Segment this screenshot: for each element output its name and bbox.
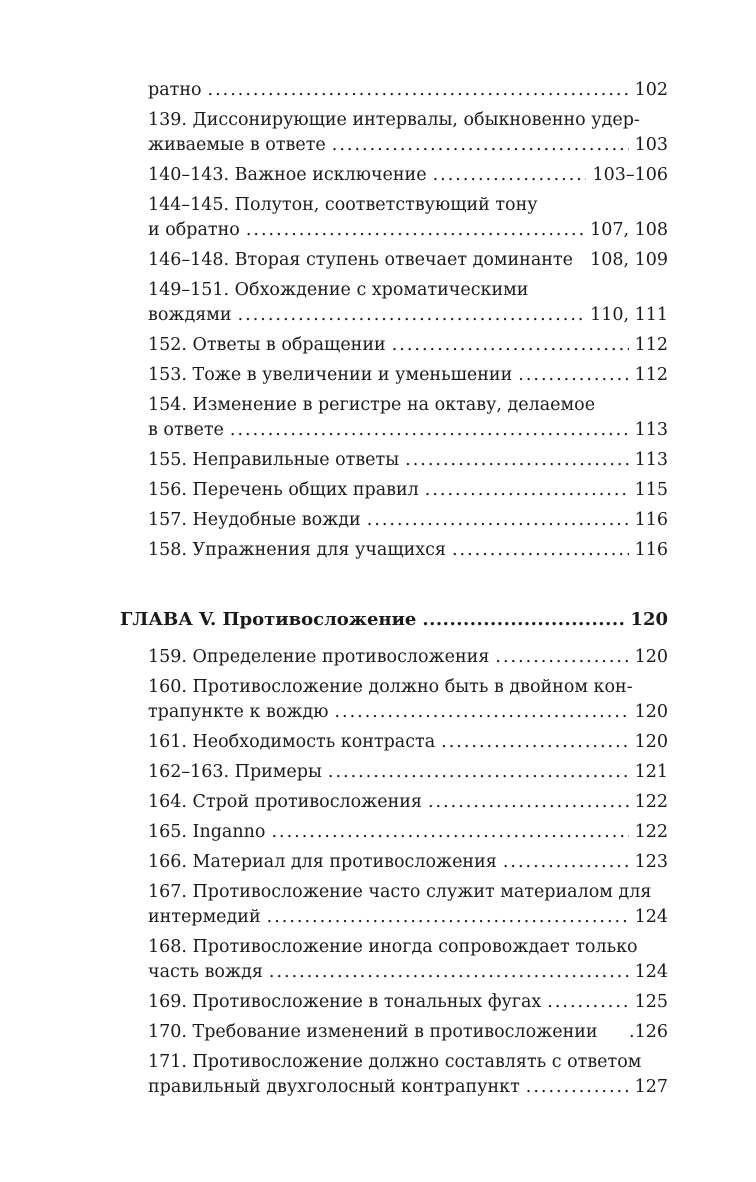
chapter-page-number: 120 — [630, 609, 668, 630]
leader-dots — [526, 1075, 629, 1100]
leader-dots — [246, 218, 584, 243]
leader-dots — [332, 133, 629, 158]
toc-entry — [148, 1050, 668, 1100]
toc-page-number: 103 — [634, 135, 668, 155]
toc-page-number: 120 — [634, 732, 668, 752]
toc-entry-line: 160. Противосложение должно быть в двойном кон- — [148, 677, 633, 697]
leader-dots — [433, 163, 587, 188]
toc-entry-text: 156. Перечень общих правил — [148, 480, 419, 500]
toc-page-number: 102 — [634, 80, 668, 100]
toc-entry-row — [148, 645, 668, 670]
toc-entry-row — [148, 990, 668, 1015]
toc-entry-row — [148, 760, 668, 785]
toc-entry-text: 146–148. Вторая ступень отвечает доминанте — [148, 250, 573, 270]
toc-page-number: 103–106 — [592, 165, 668, 185]
leader-dots — [503, 850, 629, 875]
leader-dots — [208, 78, 629, 103]
toc-entry-text: 166. Материал для противосложения — [148, 852, 497, 872]
toc-page-number: 127 — [634, 1077, 668, 1097]
toc-entry-row — [148, 1020, 668, 1045]
toc-entry-row — [148, 218, 668, 243]
leader-dots — [495, 645, 628, 670]
leader-dots — [547, 990, 628, 1015]
toc-entry-line: 154. Изменение в регистре на октаву, делаемое — [148, 395, 596, 415]
toc-entry-text: часть вождя — [148, 962, 263, 982]
toc-entry-text: трапункте к вождю — [148, 702, 329, 722]
toc-page-number: 108, 109 — [590, 250, 668, 270]
toc-entry — [148, 478, 668, 503]
toc-entry-row — [148, 333, 668, 358]
toc-entry-line: 139. Диссонирующие интервалы, обыкновенно удер- — [148, 110, 640, 130]
toc-entry-row — [148, 133, 668, 158]
toc-entry — [148, 278, 668, 328]
toc-page-number: 120 — [634, 647, 668, 667]
toc-entry — [148, 730, 668, 755]
toc-entry-text: 170. Требование изменений в противосложении — [148, 1022, 598, 1042]
toc-entry-row — [148, 960, 668, 985]
toc-entry-text: 158. Упражнения для учащихся — [148, 540, 446, 560]
toc-entry-text: 164. Строй противосложения — [148, 792, 422, 812]
toc-entry-text: 169. Противосложение в тональных фугах — [148, 992, 542, 1012]
toc-entry-line: 144–145. Полутон, соответствующий тону — [148, 195, 538, 215]
toc-entry-text: вождями — [148, 305, 232, 325]
leader-dots — [405, 448, 628, 473]
toc-entry-row — [148, 730, 668, 755]
toc-entry-text: 155. Неправильные ответы — [148, 450, 400, 470]
toc-page-number: .126 — [629, 1022, 668, 1042]
toc-entry — [148, 163, 668, 188]
toc-entry-text: 161. Необходимость контраста — [148, 732, 436, 752]
chapter-row — [120, 607, 668, 633]
toc-section-chapter-4-tail — [148, 78, 668, 568]
leader-dots — [518, 363, 628, 388]
toc-page-number: 123 — [634, 852, 668, 872]
leader-dots — [367, 508, 629, 533]
toc-page-number: 121 — [634, 762, 668, 782]
toc-entry — [148, 1020, 668, 1045]
toc-entry — [148, 990, 668, 1015]
toc-entry — [148, 880, 668, 930]
toc-entry-row — [148, 78, 668, 103]
toc-page-number: 125 — [634, 992, 668, 1012]
leader-dots — [328, 760, 629, 785]
toc-entry — [148, 363, 668, 388]
leader-dots — [452, 538, 629, 563]
toc-entry-text: ратно — [148, 80, 202, 100]
leader-dots — [238, 303, 584, 328]
toc-entry-line: 167. Противосложение часто служит материалом для — [148, 882, 652, 902]
toc-entry-row — [148, 163, 668, 188]
leader-dots — [230, 418, 629, 443]
toc-entry — [148, 508, 668, 533]
toc-entry-text: 140–143. Важное исключение — [148, 165, 427, 185]
toc-page-number: 122 — [634, 792, 668, 812]
toc-page-number: 112 — [634, 365, 668, 385]
toc-page-number: 120 — [634, 702, 668, 722]
toc-entry — [148, 333, 668, 358]
leader-dots — [428, 790, 629, 815]
toc-entry-row — [148, 418, 668, 443]
toc-page-number: 124 — [634, 907, 668, 927]
toc-entry-row — [148, 448, 668, 473]
toc-entry-row — [148, 478, 668, 503]
toc-entry-text: правильный двухголосный контрапункт — [148, 1077, 520, 1097]
toc-entry — [148, 448, 668, 473]
toc-page-number: 113 — [634, 420, 668, 440]
toc-entry-row — [148, 790, 668, 815]
chapter-title: ГЛАВА V. Противосложение — [120, 609, 417, 630]
leader-dots — [267, 905, 629, 930]
toc-entry — [148, 675, 668, 725]
toc-entry-text: 165. Inganno — [148, 822, 266, 842]
toc-entry-text: интермедий — [148, 907, 261, 927]
toc-page-number: 110, 111 — [590, 305, 668, 325]
chapter-heading — [120, 607, 668, 633]
toc-entry-text: 152. Ответы в обращении — [148, 335, 386, 355]
toc-entry-row — [148, 303, 668, 328]
toc-entry-row — [148, 820, 668, 845]
toc-entry-text: живаемые в ответе — [148, 135, 326, 155]
toc-entry — [148, 935, 668, 985]
toc-entry-row — [148, 905, 668, 930]
toc-entry-text: 162–163. Примеры — [148, 762, 322, 782]
toc-entry — [148, 393, 668, 443]
toc-entry — [148, 850, 668, 875]
toc-entry-text: 159. Определение противосложения — [148, 647, 490, 667]
leader-dots — [392, 333, 629, 358]
toc-entry-row — [148, 508, 668, 533]
toc-entry — [148, 820, 668, 845]
toc-page-number: 107, 108 — [590, 220, 668, 240]
toc-entry-text: 157. Неудобные вожди — [148, 510, 361, 530]
toc-entry-text: 153. Тоже в увеличении и уменьшении — [148, 365, 513, 385]
toc-page-number: 122 — [634, 822, 668, 842]
toc-entry — [148, 108, 668, 158]
toc-entry — [148, 538, 668, 563]
toc-entry — [148, 645, 668, 670]
leader-dots — [425, 478, 629, 503]
leader-dots — [334, 700, 628, 725]
toc-entry-row — [148, 248, 668, 273]
toc-entry — [148, 78, 668, 103]
toc-entry-row — [148, 1075, 668, 1100]
toc-entry-line: 171. Противосложение должно составлять с ответом — [148, 1052, 642, 1072]
toc-entry — [148, 790, 668, 815]
leader-dots — [271, 820, 628, 845]
toc-page-number: 116 — [634, 510, 668, 530]
toc-page-number: 113 — [634, 450, 668, 470]
toc-entry-row — [148, 700, 668, 725]
toc-entry-row — [148, 363, 668, 388]
toc-section-chapter-5 — [148, 645, 668, 1105]
toc-entry-text: и обратно — [148, 220, 240, 240]
toc-entry — [148, 760, 668, 785]
toc-entry — [148, 248, 668, 273]
leader-dots — [441, 730, 628, 755]
leader-dots — [269, 960, 629, 985]
toc-entry-text: в ответе — [148, 420, 224, 440]
toc-page-number: 112 — [634, 335, 668, 355]
toc-entry — [148, 193, 668, 243]
toc-entry-row — [148, 850, 668, 875]
toc-entry-line: 168. Противосложение иногда сопровождает только — [148, 937, 638, 957]
toc-entry-row — [148, 538, 668, 563]
toc-entry-line: 149–151. Обхождение с хроматическими — [148, 280, 529, 300]
toc-page-number: 124 — [634, 962, 668, 982]
leader-dots — [422, 607, 624, 633]
toc-page-number: 116 — [634, 540, 668, 560]
toc-page-number: 115 — [634, 480, 668, 500]
